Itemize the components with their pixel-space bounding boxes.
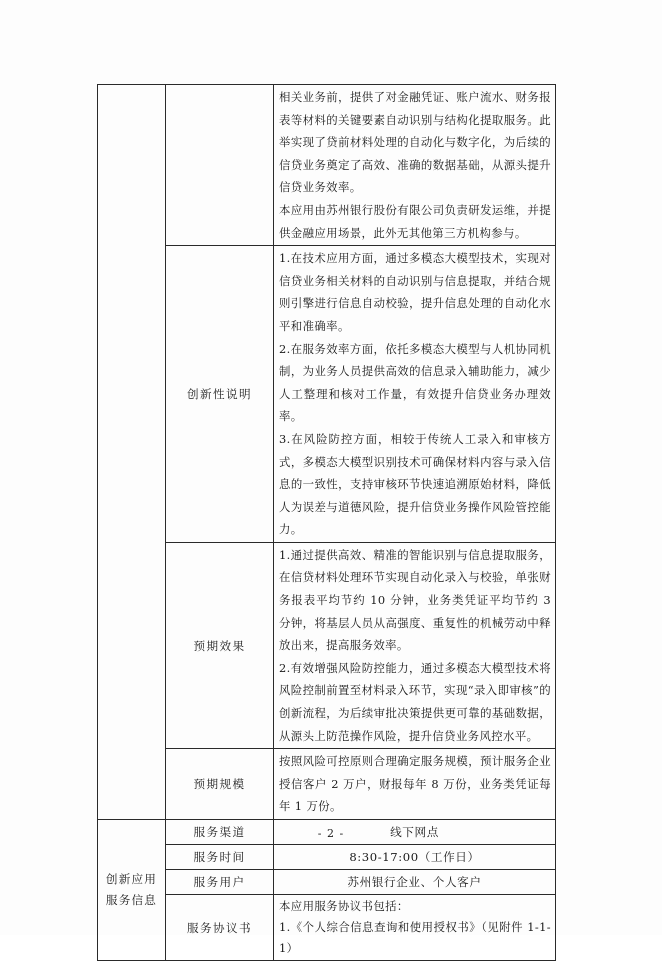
- innovation-paragraph-3: 3.在风险防控方面，相较于传统人工录入和审核方式，多模态大模型识别技术可确保材料内容与录入信息的一致性，支持审核环节快速追溯原始材料，降低人为误差与道德风险，提升信贷业务操作风险管控能力。: [279, 431, 551, 537]
- expected-scale-row: [98, 749, 556, 820]
- service-channel-label: 服务渠道: [166, 820, 274, 845]
- continuation-paragraph-2: 本应用由苏州银行股份有限公司负责研发运维，并提供金融应用场景，此外无其他第三方机构参与。: [279, 202, 551, 240]
- service-channel-value: 线下网点: [274, 820, 556, 845]
- service-users-row: [98, 870, 556, 895]
- expected-effect-label: 预期效果: [166, 542, 274, 748]
- expected-scale-content: [274, 749, 556, 820]
- label-cell-blank: [166, 85, 274, 246]
- service-group-label-text: 创新应用服务信息: [105, 872, 158, 907]
- service-users-label: 服务用户: [166, 870, 274, 895]
- service-time-value: 8:30-17:00（工作日）: [274, 845, 556, 870]
- service-users-value: 苏州银行企业、个人客户: [274, 870, 556, 895]
- expected-effect-row: [98, 542, 556, 748]
- expected-effect-paragraph-2: 2.有效增强风险防控能力，通过多模态大模型技术将风险控制前置至材料录入环节，实现“录入即审核”的创新流程，为后续审批决策提供更可靠的基础数据，从源头上防范操作风险，提升信贷业务风控水平。: [279, 660, 551, 743]
- expected-effect-paragraph-1: 1.通过提供高效、精准的智能识别与信息提取服务，在信贷材料处理环节实现自动化录入与校验，单张财务报表平均节约 10 分钟，业务类凭证平均节约 3 分钟，将基层人员从高强度、重复性的机械劳动中释放出来，提高服务效率。: [279, 547, 551, 653]
- service-time-row: [98, 845, 556, 870]
- service-time-label: 服务时间: [166, 845, 274, 870]
- continuation-row: [98, 85, 556, 246]
- expected-scale-paragraph-1: 按照风险可控原则合理确定服务规模，预计服务企业授信客户 2 万户，财报每年 8 万份，业务类凭证每年 1 万份。: [279, 754, 551, 814]
- service-group-label: [98, 820, 166, 961]
- innovation-content: [274, 246, 556, 543]
- service-agreement-row: [98, 895, 556, 961]
- innovation-label: 创新性说明: [166, 246, 274, 543]
- service-agreement-label: 服务协议书: [166, 895, 274, 961]
- continuation-content: [274, 85, 556, 246]
- service-agreement-content: [274, 895, 556, 961]
- expected-scale-label: 预期规模: [166, 749, 274, 820]
- service-agreement-line-2: 1.《个人综合信息查询和使用授权书》（见附件 1-1-1）: [279, 920, 551, 955]
- service-agreement-line-1: 本应用服务协议书包括：: [279, 899, 409, 913]
- innovation-paragraph-1: 1.在技术应用方面，通过多模态大模型技术，实现对信贷业务相关材料的自动识别与信息提取，并结合规则引擎进行信息自动校验，提升信息处理的自动化水平和准确率。: [279, 251, 551, 333]
- innovation-paragraph-2: 2.在服务效率方面，依托多模态大模型与人机协同机制，为业务人员提供高效的信息录入辅助能力，减少人工整理和核对工作量，有效提升信贷业务办理效率。: [279, 341, 551, 424]
- expected-effect-content: [274, 542, 556, 748]
- group-cell-blank: [98, 85, 166, 820]
- page-number: - 2 -: [317, 827, 345, 840]
- innovation-row: [98, 246, 556, 543]
- continuation-paragraph-1: 相关业务前，提供了对金融凭证、账户流水、财务报表等材料的关键要素自动识别与结构化提取服务。此举实现了贷前材料处理的自动化与数字化，为后续的信贷业务奠定了高效、准确的数据基础，从源头提升信贷业务效率。: [279, 90, 551, 195]
